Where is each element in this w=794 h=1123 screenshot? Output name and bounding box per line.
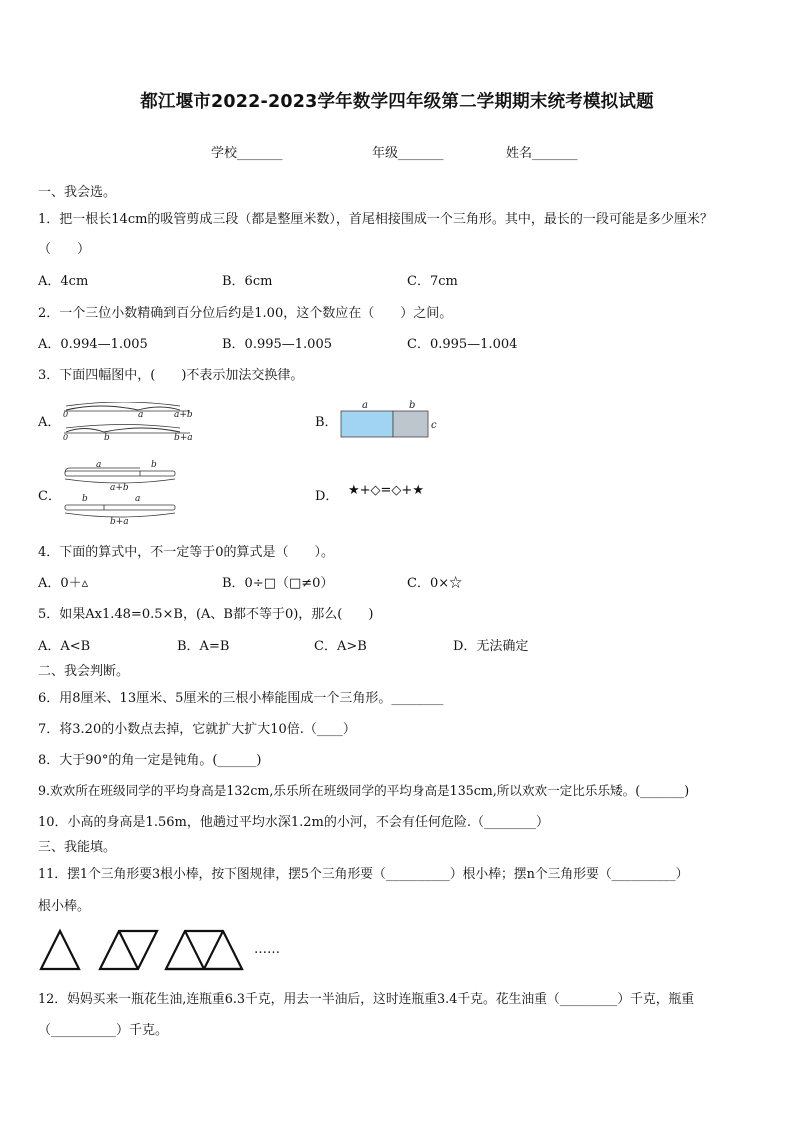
q1-stem: 1．把一根长14cm的吸管剪成三段（都是整厘米数），首尾相接围成一个三角形。其中，最长的一段可能是多少厘米？ [38, 212, 713, 227]
q4-option-b[interactable]: B．0÷□（□≠0） [222, 576, 334, 591]
q8-statement[interactable]: 8．大于90°的角一定是钝角。(______) [38, 753, 262, 768]
q3-option-c[interactable]: C． [38, 489, 61, 504]
star-diamond-equation: ★+◇=◇+★ [348, 483, 424, 498]
grade-field[interactable]: 年级_______ [372, 146, 444, 161]
b-plus-a-label: b+a [174, 433, 193, 443]
seg-a-plus-b-label: a+b [110, 483, 129, 493]
q9-statement[interactable]: 9.欢欢所在班级同学的平均身高是132cm,乐乐所在班级同学的平均身高是135cm,所以欢欢一定比乐乐矮。(_______) [38, 783, 690, 798]
q6-statement[interactable]: 6．用8厘米、13厘米、5厘米的三根小棒能围成一个三角形。________ [38, 691, 444, 706]
q12-line-2[interactable]: （__________）千克。 [38, 1023, 169, 1038]
q4-option-c[interactable]: C．0×☆ [407, 576, 463, 591]
zero-label-2: 0 [63, 433, 69, 442]
rect-b-label: b [409, 400, 416, 411]
seg-a-label-2: a [135, 494, 141, 504]
q2-option-b[interactable]: B．0.995—1.005 [222, 337, 332, 352]
b-label: b [104, 433, 110, 443]
rect-c-label: c [431, 420, 437, 431]
q5-option-a[interactable]: A．A<B [38, 639, 91, 654]
zero-label: 0 [63, 410, 69, 419]
q12-line-1[interactable]: 12．妈妈买来一瓶花生油,连瓶重6.3千克，用去一半油后，这时连瓶重3.4千克。花生油重（_________）千克，瓶重 [38, 992, 695, 1007]
q1-answer-paren[interactable]: （ ） [38, 242, 91, 257]
q4-stem: 4．下面的算式中，不一定等于0的算式是（ ）。 [38, 545, 335, 560]
q1-option-c[interactable]: C．7cm [407, 274, 458, 289]
seg-b-plus-a-label: b+a [110, 517, 129, 527]
continuation-dots: …… [254, 942, 280, 957]
triangle-pattern-figure [38, 928, 268, 972]
q11-line-2: 根小棒。 [38, 899, 91, 914]
section-heading-fill: 三、我能填。 [38, 840, 117, 855]
q7-statement[interactable]: 7．将3.20的小数点去掉，它就扩大扩大10倍.（____） [38, 722, 356, 737]
a-plus-b-label: a+b [174, 410, 193, 420]
q2-option-c[interactable]: C．0.995—1.004 [407, 337, 518, 352]
q5-stem: 5．如果Ax1.48=0.5×B，(A、B都不等于0)，那么( ) [38, 607, 374, 622]
rectangle-area-figure-b [338, 397, 442, 441]
q2-option-a[interactable]: A．0.994—1.005 [38, 337, 148, 352]
q5-option-b[interactable]: B．A=B [177, 639, 230, 654]
triangle-1 [41, 931, 79, 969]
a-label: a [138, 410, 144, 420]
q3-option-a[interactable]: A． [38, 415, 61, 430]
seg-a-label: a [96, 460, 102, 470]
rect-b [393, 411, 428, 437]
name-field[interactable]: 姓名_______ [506, 146, 578, 161]
number-line-figure-a [60, 402, 200, 444]
q3-option-d[interactable]: D． [315, 489, 339, 504]
section-heading-judge: 二、我会判断。 [38, 664, 130, 679]
q5-option-c[interactable]: C．A>B [314, 639, 367, 654]
seg-b-label-2: b [82, 494, 88, 504]
rect-a [341, 411, 393, 437]
page-title: 都江堰市2022-2023学年数学四年级第二学期期末统考模拟试题 [140, 92, 654, 112]
q5-option-d[interactable]: D．无法确定 [453, 639, 529, 654]
rect-a-label: a [362, 400, 368, 411]
section-heading-choose: 一、我会选。 [38, 185, 117, 200]
q10-statement[interactable]: 10．小高的身高是1.56m，他趟过平均水深1.2m的小河，不会有任何危险.（________） [38, 815, 549, 830]
triangle-group-3 [166, 931, 242, 969]
segment-figure-c [60, 457, 180, 527]
q1-option-b[interactable]: B．6cm [222, 274, 273, 289]
q3-stem: 3．下面四幅图中，( )不表示加法交换律。 [38, 368, 304, 383]
seg-b-label: b [151, 460, 157, 470]
q4-option-a[interactable]: A．0＋▵ [38, 576, 89, 591]
q3-option-b[interactable]: B． [315, 415, 338, 430]
school-field[interactable]: 学校_______ [211, 146, 283, 161]
q1-option-a[interactable]: A．4cm [38, 274, 89, 289]
q11-line-1[interactable]: 11．摆1个三角形要3根小棒，按下图规律，摆5个三角形要（__________）根小棒；摆n个三角形要（__________） [38, 867, 689, 882]
q2-stem: 2．一个三位小数精确到百分位后约是1.00，这个数应在（ ）之间。 [38, 306, 453, 321]
